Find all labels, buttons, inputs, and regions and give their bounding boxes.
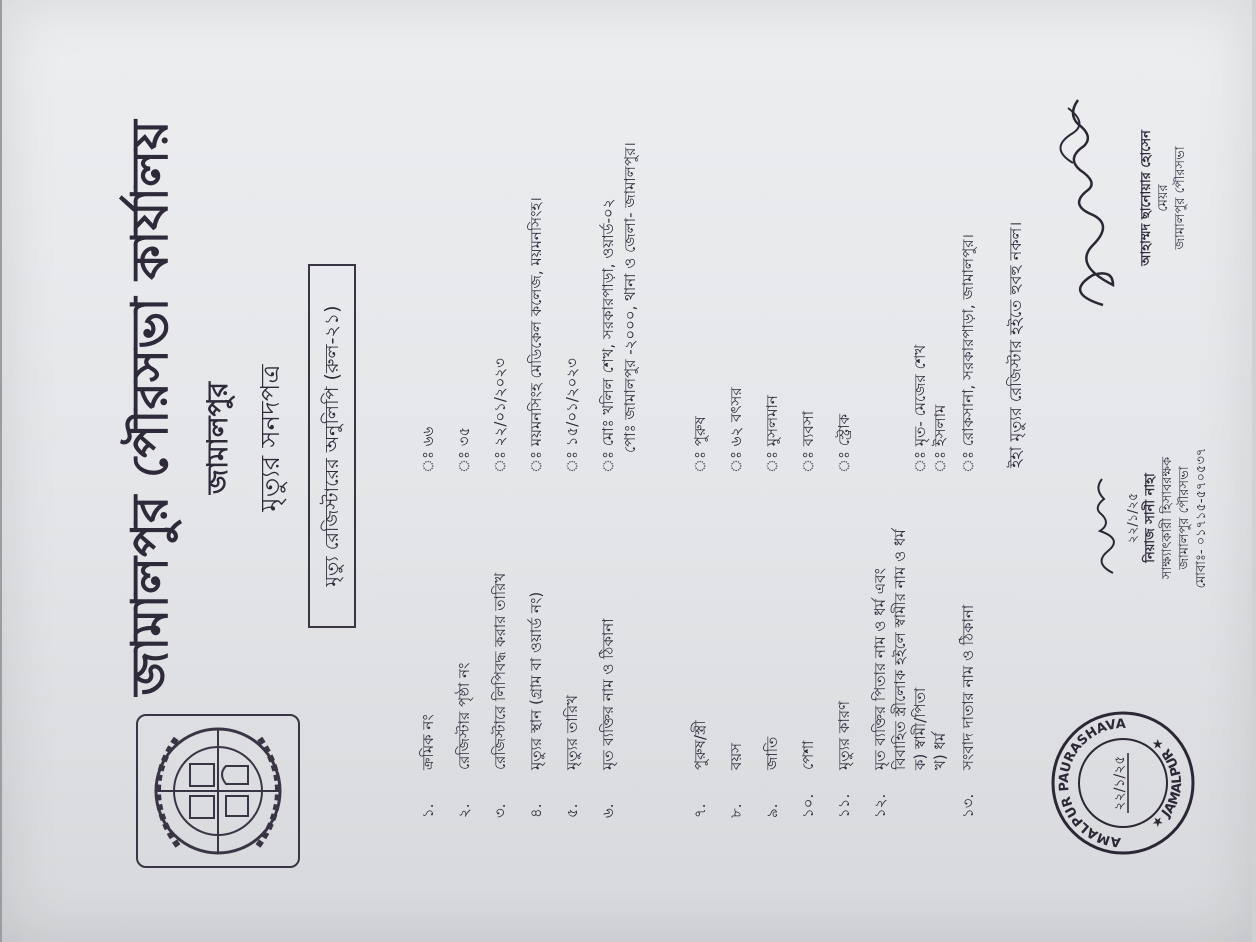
field-deceased-name: ৬. মৃত ব্যক্তির নাম ও ঠিকানা ঃ মোঃ খলিল শেখ, সরকারপাড়া, ওয়ার্ড-০২ পোঃ জামালপুর -২০০০, থানা ও জেলা- জামালপুর।: [599, 142, 639, 818]
right-signatory-name: আহাম্মদ ছানোয়ার হোসেন: [1139, 130, 1154, 266]
left-signature-block: [1088, 418, 1210, 618]
seal-bottom-text: ★ JAMALPUR ★: [1148, 734, 1186, 832]
right-signatory-office: জামালপুর পৌরসভা: [1173, 146, 1188, 250]
certificate-name: মৃত্যুর সনদপত্র: [256, 364, 286, 512]
left-signature: [1088, 458, 1120, 578]
right-signatory-designation: মেয়র: [1156, 184, 1171, 212]
register-copy-box: মৃত্যু রেজিস্টারের অনুলিপি (রুল-২১): [308, 264, 356, 628]
left-signatory-designation: সাক্ষ্যাৎকারী হিসাবরক্ষক: [1160, 456, 1175, 580]
right-signature-block: [1043, 78, 1189, 318]
left-signature-date: ২২/১/২৫: [1126, 492, 1141, 544]
death-certificate-document: জামালপুর পৌরসভা কার্যালয় জামালপুর মৃত্যুর সনদপত্র মৃত্যু রেজিস্টারের অনুলিপি (রুল-২১) ১. ক্রমিক নং ঃ ৬৬ ২. রেজিস্টার পৃষ্ঠা নং ঃ ৩৫ ৩. রেজিস্টারে লিপিবদ্ধ করার তারিখ ঃ ২২/০১/২০২৩ ৪. মৃত্যুর স্থান (গ্রাম বা ওয়ার্ড নং) ঃ ময়মনসিংহ মেডিকেল কলেজ, ময়মনসিংহ। ৫. মৃত্যুর তারিখ ঃ ১৫/০১/২০২৩ ৬. মৃত ব্যক্তির নাম ও ঠিকানা ঃ মোঃ খলিল শেখ, সরকারপাড়া, ওয়ার্ড-০২ পোঃ জামালপুর -২০০০, থানা ও জেলা- জামালপুর। ৭. পুরুষ/স্ত্রী ঃ পুরুষ ৮. বয়স ঃ ৬২ বৎসর ৯. জাতি ঃ মুসলমান ১০. পেশা ঃ ব্যবসা ১১. মৃত্যুর কারণ ঃ স্ট্রোক ১২. মৃত ব্যক্তির পিতার নাম ও ধর্ম এবং বিবাহিত স্ত্রীলোক হইলে স্বামীর নাম ও ধর্ম ক) স্বামী/পিতা খ) ধর্ম ঃ মৃত- মেজের শেখ ঃ ইসলাম ১৩. সংবাদ দাতার নাম ও ঠিকানা ঃ রোকসানা, সরকারপাড়া, জামালপুর। ইহা মৃত্যুর রেজিস্টার হইতে হুবহু নকল। AMALPUR PAURASHAVA ★ JAMALPUR ★ ২২/১/২৫ ২২/১/২৫ নিয়াজ সানী নাহা সাক্ষ্যাৎকারী হিসাবরক্ষক জামালপুর পৌরসভা মোবাঃ- ০১৭১৫-৫৭০৫৩৭ আহাম্মদ ছানোয়ার হোসেন মেয়র জামালপুর পৌরসভা: [18, 18, 1238, 918]
seal-date: ২২/১/২৫: [1112, 755, 1128, 811]
seal-top-text: AMALPUR PAURASHAVA: [1056, 716, 1127, 850]
right-signature: [1043, 83, 1133, 313]
left-signatory-phone: মোবাঃ- ০১৭১৫-৫৭০৫৩৭: [1194, 447, 1209, 589]
true-copy-note: ইহা মৃত্যুর রেজিস্টার হইতে হুবহু নকল।: [1006, 221, 1025, 468]
municipality-seal: [1048, 708, 1198, 858]
office-location: জামালপুর: [201, 381, 234, 495]
left-signatory-name: নিয়াজ সানী নাহা: [1143, 473, 1158, 563]
field-father-name: ১২. মৃত ব্যক্তির পিতার নাম ও ধর্ম এবং বিবাহিত স্ত্রীলোক হইলে স্বামীর নাম ও ধর্ম ক) স্বামী/পিতা খ) ধর্ম ঃ মৃত- মেজের শেখ ঃ ইসলাম: [871, 344, 949, 818]
left-signatory-office: জামালপুর পৌরসভা: [1177, 466, 1192, 570]
office-title: জামালপুর পৌরসভা কার্যালয়: [121, 120, 179, 696]
